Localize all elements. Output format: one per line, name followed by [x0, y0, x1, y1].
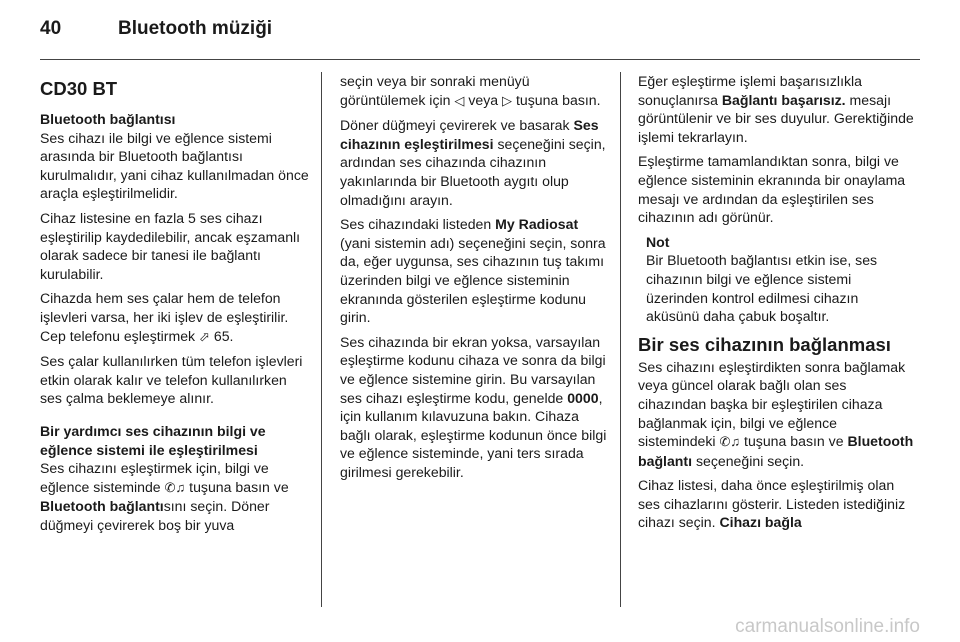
- column-divider-2: [620, 72, 621, 607]
- page-number: 40: [40, 18, 62, 39]
- paragraph: Döner düğmeyi çevirerek ve basarak Ses cihazının eşleştirilmesi seçeneğini seçin, ardından ses cihazında cihazının yakınlarında bir Bluetooth aygıtı olup olmadığını arayın.: [340, 117, 606, 208]
- column-1: [40, 72, 310, 540]
- paragraph: Ses cihazındaki listeden My Radiosat (yani sistemin adı) seçeneğini seçin, sonra da, eğer uygunsa, ses cihazının tuş takımı üzerinden bilgi ve eğlence sisteminin ekranında gösterilen eşleştirme kodunu girin.: [340, 216, 606, 326]
- paragraph: Ses cihazını eşleştirmek için, bilgi ve eğlence sisteminde ✆♫ tuşuna basın ve Bluetooth bağlantısını seçin. Döner düğmeyi çevirerek boş bir yuva: [40, 460, 289, 533]
- paragraph: Ses cihazını eşleştirdikten sonra bağlamak veya güncel olarak bağlı olan ses cihazından başka bir eşleştirilen cihaza bağlanmak için, bilgi ve eğlence sistemindeki ✆♫ tuşuna basın ve Bluetooth bağlantı seçeneğini seçin.: [638, 358, 914, 469]
- page-title: Bluetooth müziği: [118, 18, 273, 39]
- paragraph: Eşleştirme tamamlandıktan sonra, bilgi ve eğlence sisteminin ekranında bir onaylama mesajı ve ardından da eşleştirilen ses cihazının adı görünür.: [638, 153, 906, 226]
- header-divider: [40, 59, 920, 60]
- watermark: carmanualsonline.info: [735, 616, 920, 637]
- note-text: Bir Bluetooth bağlantısı etkin ise, ses cihazının bilgi ve eğlence sistemi üzerinden kontrol edilmesi cihazın aküsünü daha çabuk boşaltır.: [646, 252, 878, 325]
- note-label: Not: [646, 233, 670, 250]
- page-header: [40, 18, 272, 48]
- phone-music-icon: ✆♫: [719, 434, 741, 450]
- note-box: [646, 233, 914, 326]
- section-title-cd30: CD30 BT: [40, 78, 118, 99]
- paragraph: Cihaz listesine en fazla 5 ses cihazı eşleştirilip kaydedilebilir, ancak eşzamanlı olarak sadece bir tanesi ile bağlantı kurulabilir.: [40, 209, 301, 282]
- paragraph: Ses cihazı ile bilgi ve eğlence sistemi arasında bir Bluetooth bağlantısı kurulmalıdır, yani cihaz kullanılmadan önce araçla eşleştirilmelidir.: [40, 129, 309, 202]
- paragraph: Cihazda hem ses çalar hem de telefon işlevleri varsa, her iki işlev de eşleştirilir. Cep telefonu eşleştirmek ⬀ 65.: [40, 289, 310, 346]
- paragraph: Ses cihazında bir ekran yoksa, varsayılan eşleştirme kodunu cihaza ve sonra da bilgi ve eğlence sistemine girin. Bu varsayılan ses cihazı eşleştirme kodu, genelde 0000, için kullanım kılavuzuna bakın. Cihaza bağlı olarak, eşleştirme kodunun önce bilgi ve eğlence sisteminde, yani ters sırada girilmesi gerekebilir.: [340, 333, 607, 480]
- triangle-left-icon: ◁: [454, 92, 465, 108]
- triangle-right-icon: ▷: [502, 92, 513, 108]
- paragraph: Ses çalar kullanılırken tüm telefon işlevleri etkin olarak kalır ve telefon kullanılırken ses çalma beklemeye alınır.: [40, 353, 303, 407]
- column-3: [638, 72, 914, 538]
- paragraph: Eğer eşleştirme işlemi başarısızlıkla sonuçlanırsa Bağlantı başarısız. mesajı görüntülenir ve bir ses duyulur. Gerektiğinde işlemi tekrarlayın.: [638, 73, 914, 145]
- column-divider-1: [321, 72, 322, 607]
- phone-music-icon: ✆♫: [164, 479, 186, 495]
- column-2: [340, 72, 608, 487]
- subsection-pairing: Bir yardımcı ses cihazının bilgi ve eğlence sistemi ile eşleştirilmesi: [40, 422, 266, 458]
- paragraph: seçin veya bir sonraki menüyü görüntülemek için ◁ veya ▷ tuşuna basın.: [340, 72, 608, 110]
- paragraph: Cihaz listesi, daha önce eşleştirilmiş olan ses cihazlarını gösterir. Listeden istediğiniz cihazı seçin. Cihazı bağla: [638, 477, 906, 531]
- subsection-bluetooth-connection: Bluetooth bağlantısı: [40, 111, 176, 127]
- section-title-connect-device: Bir ses cihazının bağlanması: [638, 333, 891, 355]
- page-reference-link[interactable]: 65.: [213, 327, 234, 344]
- reference-arrow-icon: ⬀: [199, 328, 210, 344]
